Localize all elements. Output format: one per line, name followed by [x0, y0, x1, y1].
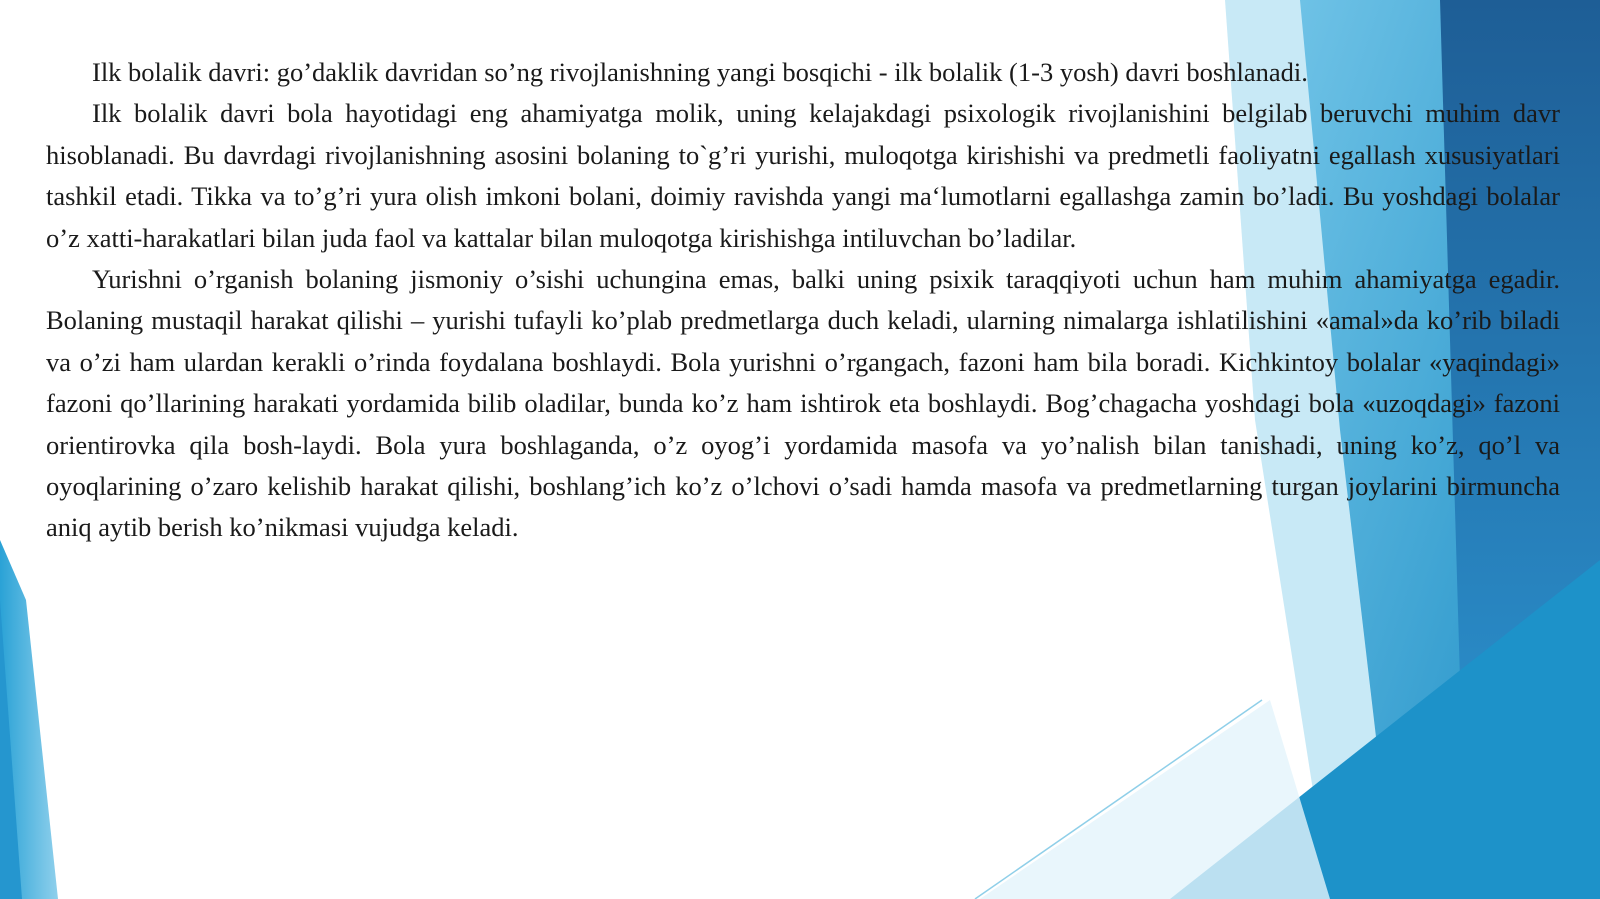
slide-text-body: [46, 52, 1560, 549]
paragraph-walking: Yurishni o’rganish bolaning jismoniy o’sishi uchungina emas, balki uning psixik taraqqiyoti uchun ham muhim ahamiyatga egadir. Bolaning mustaqil harakat qilishi – yurishi tufayli ko’plab predmetlarga duch keladi, ularning nimalarga ishlatilishini «amal»da ko’rib biladi va o’zi ham ulardan kerakli o’rinda foydalana boshlaydi. Bola yurishni o’rgangach, fazoni ham bila boradi. Kichkintoy bolalar «yaqindagi» fazoni qo’llarining harakati yordamida bilib oladilar, bunda ko’z ham ishtirok eta boshlaydi. Bog’chagacha yoshdagi bola «uzoqdagi» fazoni orientirovka qila bosh-laydi. Bola yura boshlaganda, o’z oyog’i yordamida masofa va yo’nalish bilan tanishadi, uning ko’z, qo’l va oyoqlarining o’zaro kelishib harakat qilishi, boshlang’ich ko’z o’lchovi o’sadi hamda masofa va predmetlarning turgan joylarini birmuncha aniq aytib berish ko’nikmasi vujudga keladi.: [46, 264, 1560, 543]
lower-light-triangle: [980, 700, 1330, 899]
paragraph-intro: Ilk bolalik davri: go’daklik davridan so’ng rivojlanishning yangi bosqichi - ilk bolalik (1-3 yosh) davri boshlanadi.: [92, 57, 1308, 87]
paragraph-importance: Ilk bolalik davri bola hayotidagi eng ahamiyatga molik, uning kelajakdagi psixologik rivojlanishini belgilab beruvchi muhim davr hisoblanadi. Bu davrdagi rivojlanishning asosini bolaning to`g’ri yurishi, muloqotga kirishishi va predmetli faoliyatni egallash xususiyatlari tashkil etadi. Tikka va to’g’ri yura olish imkoni bolani, doimiy ravishda yangi ma‘lumotlarni egallashga zamin bo’ladi. Bu yoshdagi bolalar o’z xatti-harakatlari bilan juda faol va kattalar bilan muloqotga kirishishga intiluvchan bo’ladilar.: [46, 98, 1560, 253]
